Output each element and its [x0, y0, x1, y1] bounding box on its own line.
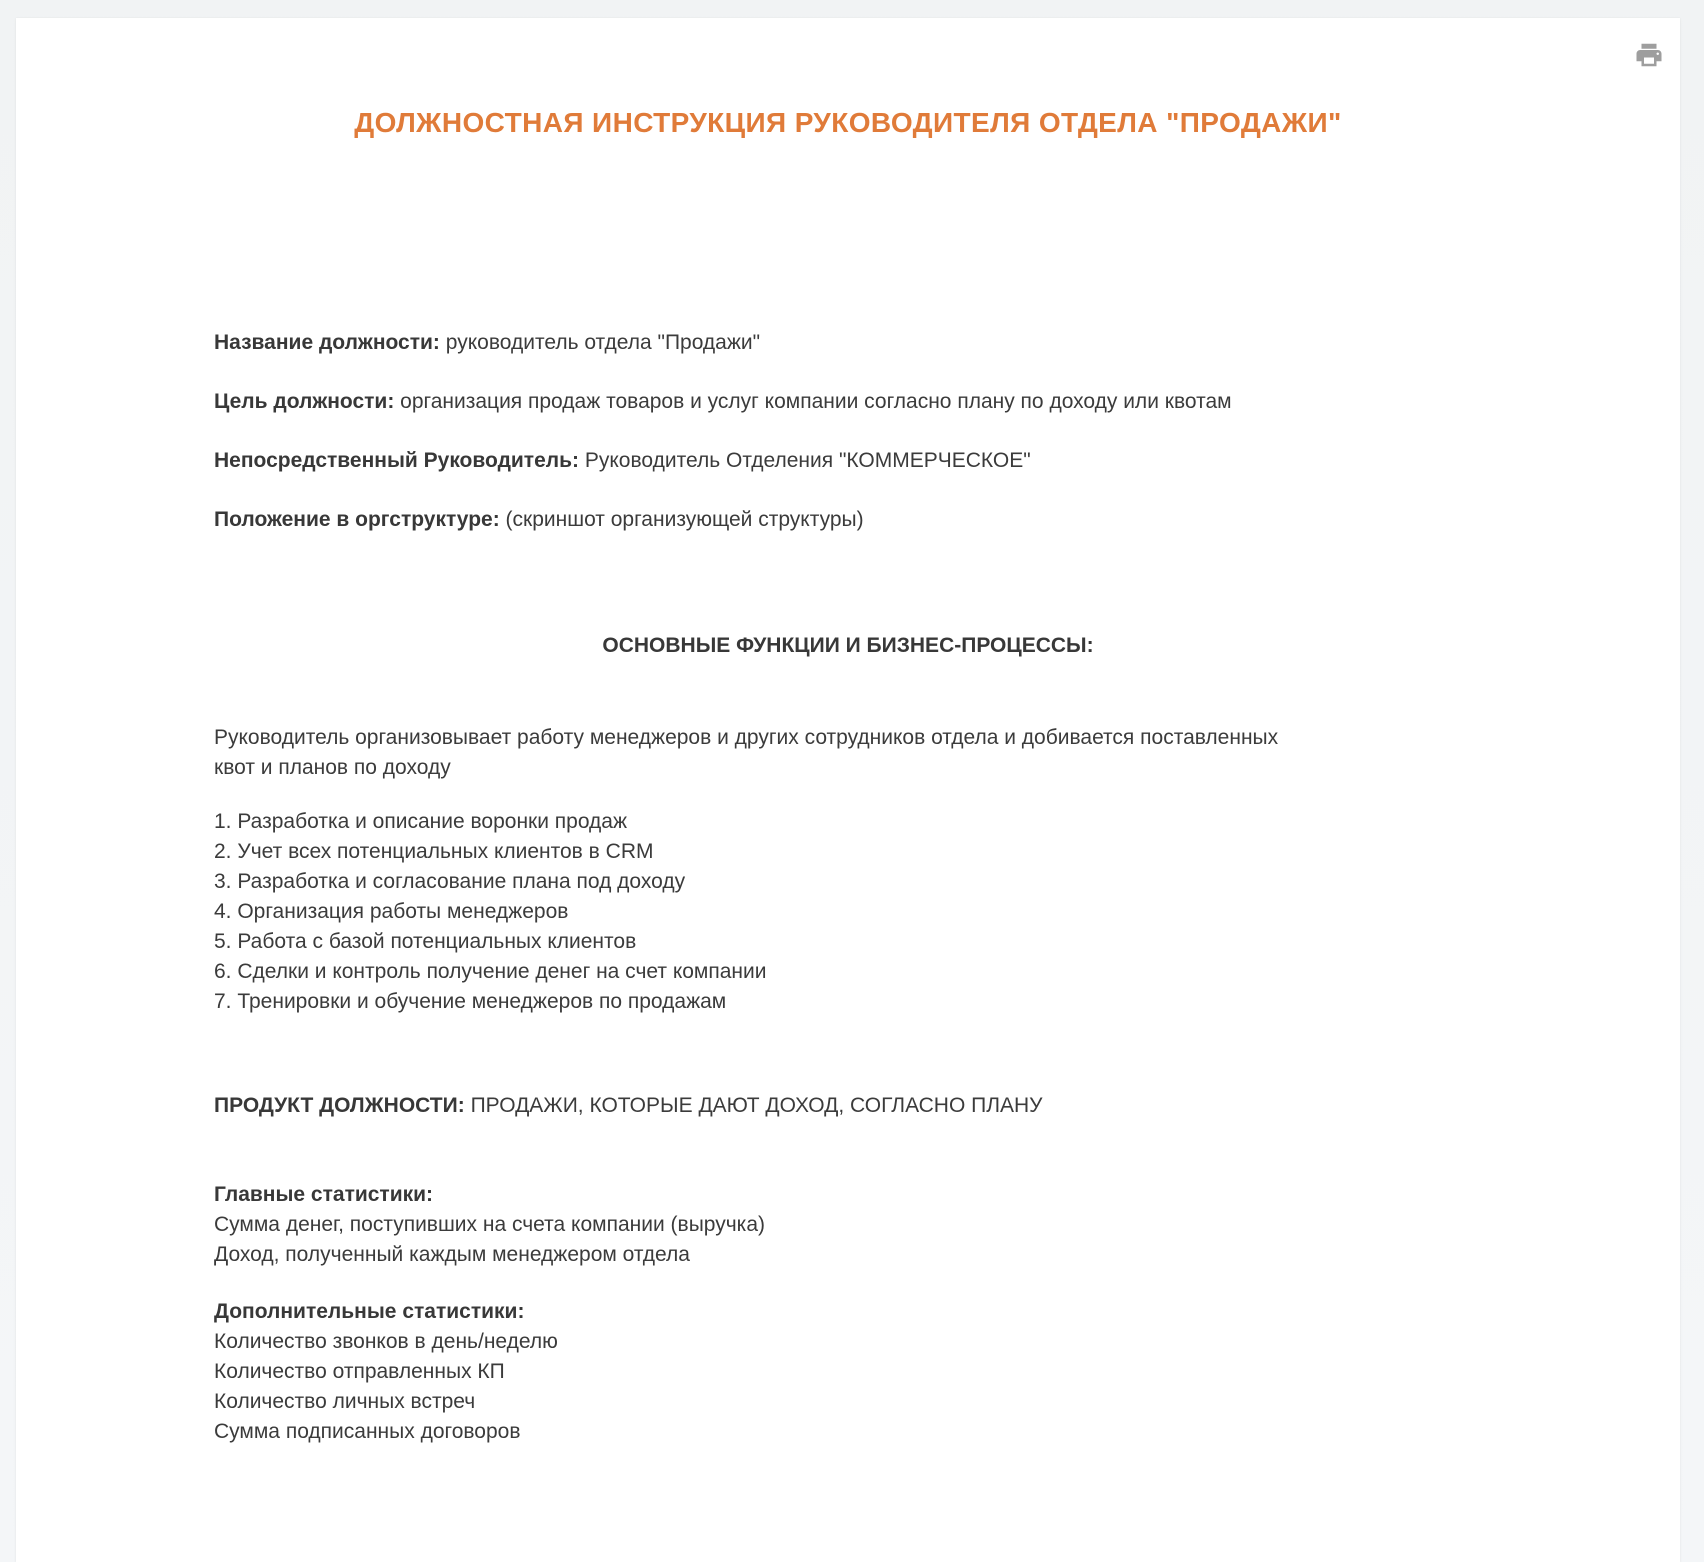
- stat-item: Количество отправленных КП: [214, 1360, 505, 1383]
- field-position-goal: [214, 387, 1482, 417]
- list-item: 1. Разработка и описание воронки продаж: [214, 810, 628, 833]
- printer-icon: [1634, 58, 1664, 73]
- product-value: ПРОДАЖИ, КОТОРЫЕ ДАЮТ ДОХОД, СОГЛАСНО ПЛАНУ: [470, 1094, 1043, 1117]
- field-value: руководитель отдела "Продажи": [445, 331, 761, 354]
- field-value: Руководитель Отделения "КОММЕРЧЕСКОЕ": [584, 449, 1031, 472]
- field-value: организация продаж товаров и услуг компании согласно плану по доходу или квотам: [400, 390, 1232, 413]
- fields-block: [214, 328, 1482, 535]
- stat-item: Количество звонков в день/неделю: [214, 1330, 558, 1353]
- list-item: 4. Организация работы менеджеров: [214, 900, 569, 923]
- field-org-structure: [214, 505, 1482, 535]
- stat-item: Сумма денег, поступивших на счета компании (выручка): [214, 1213, 765, 1236]
- section-heading: ОСНОВНЫЕ ФУНКЦИИ И БИЗНЕС-ПРОЦЕССЫ:: [602, 634, 1094, 657]
- list-item: 7. Тренировки и обучение менеджеров по продажам: [214, 990, 727, 1013]
- list-item: 5. Работа с базой потенциальных клиентов: [214, 930, 637, 953]
- stat-item: Доход, полученный каждым менеджером отдела: [214, 1243, 690, 1266]
- functions-list: [214, 807, 1482, 1017]
- field-label: Непосредственный Руководитель:: [214, 449, 580, 472]
- main-stats-heading: Главные статистики:: [214, 1183, 434, 1206]
- print-button[interactable]: [1632, 38, 1666, 72]
- product-label: ПРОДУКТ ДОЛЖНОСТИ:: [214, 1094, 465, 1117]
- field-label: Название должности:: [214, 331, 440, 354]
- list-item: 2. Учет всех потенциальных клиентов в CRM: [214, 840, 654, 863]
- list-item: 6. Сделки и контроль получение денег на счет компании: [214, 960, 767, 983]
- field-label: Цель должности:: [214, 390, 395, 413]
- list-item: 3. Разработка и согласование плана под доходу: [214, 870, 686, 893]
- field-value: (скриншот организующей структуры): [505, 508, 864, 531]
- intro-line: квот и планов по доходу: [214, 756, 451, 779]
- stat-item: Количество личных встреч: [214, 1390, 476, 1413]
- page-title: ДОЛЖНОСТНАЯ ИНСТРУКЦИЯ РУКОВОДИТЕЛЯ ОТДЕЛА "ПРОДАЖИ": [354, 107, 1342, 138]
- document-card: [16, 18, 1680, 1562]
- additional-stats-block: [214, 1297, 1482, 1447]
- product-line: [214, 1091, 1482, 1121]
- intro-line: Руководитель организовывает работу менеджеров и других сотрудников отдела и добивается поставленных: [214, 726, 1279, 749]
- field-direct-manager: [214, 446, 1482, 476]
- field-label: Положение в оргструктуре:: [214, 508, 500, 531]
- intro-paragraph: [214, 723, 1482, 783]
- field-position-name: [214, 328, 1482, 358]
- main-stats-block: [214, 1180, 1482, 1270]
- additional-stats-heading: Дополнительные статистики:: [214, 1300, 525, 1323]
- stat-item: Сумма подписанных договоров: [214, 1420, 521, 1443]
